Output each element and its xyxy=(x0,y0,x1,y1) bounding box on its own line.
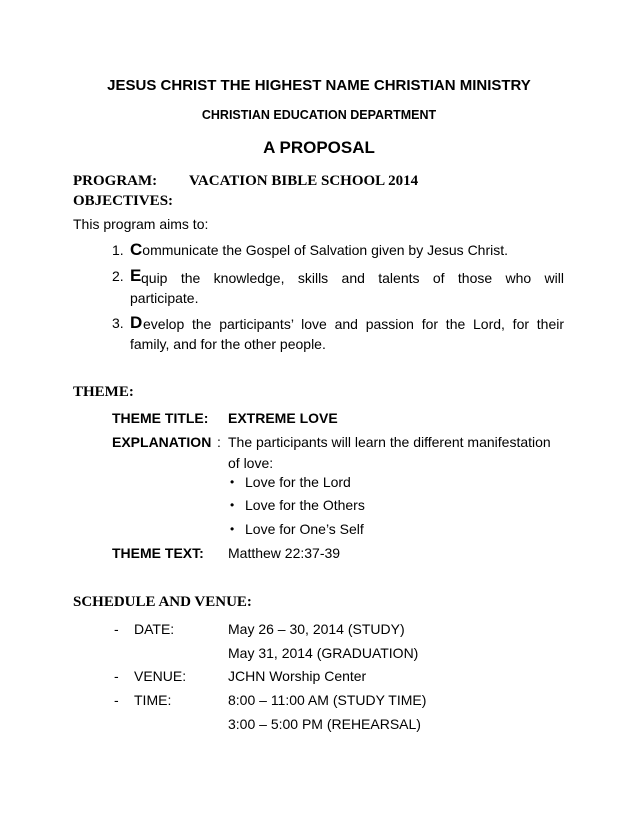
program-label: PROGRAM: xyxy=(73,173,158,189)
explanation-colon: : xyxy=(217,434,221,450)
dash-icon: - xyxy=(114,668,119,684)
objective-item-1 xyxy=(130,240,508,260)
objectives-intro: This program aims to: xyxy=(73,216,209,232)
bullet-icon: • xyxy=(230,522,235,536)
love-item-1: Love for the Lord xyxy=(245,474,351,490)
objective-cap-1: C xyxy=(130,240,143,259)
objective-number-1: 1. xyxy=(112,242,124,258)
date-value-2: May 31, 2014 (GRADUATION) xyxy=(228,645,419,661)
theme-text-label: THEME TEXT: xyxy=(112,545,204,561)
bullet-icon: • xyxy=(230,498,235,512)
theme-text-value: Matthew 22:37-39 xyxy=(228,545,341,561)
time-value-2: 3:00 – 5:00 PM (REHEARSAL) xyxy=(228,716,421,732)
objective-cap-3: D xyxy=(130,313,143,332)
venue-label: VENUE: xyxy=(134,668,187,684)
objective-text-3b: family, and for the other people. xyxy=(130,336,326,352)
bullet-icon: • xyxy=(230,475,235,489)
objective-item-3 xyxy=(130,313,142,333)
ministry-name: JESUS CHRIST THE HIGHEST NAME CHRISTIAN MINISTRY xyxy=(107,77,531,94)
theme-title-value: EXTREME LOVE xyxy=(228,410,338,426)
objective-cap-2: E xyxy=(130,266,142,285)
theme-title-label: THEME TITLE: xyxy=(112,410,209,426)
objective-text-1: ommunicate the Gospel of Salvation given by Jesus Christ. xyxy=(142,242,509,258)
document-title: A PROPOSAL xyxy=(263,138,375,157)
love-item-3: Love for One’s Self xyxy=(245,521,364,537)
dash-icon: - xyxy=(114,692,119,708)
schedule-heading: SCHEDULE AND VENUE: xyxy=(73,594,252,610)
objective-text-3a: evelop the participants’ love and passion for the Lord, for their xyxy=(143,316,564,332)
dash-icon: - xyxy=(114,621,119,637)
objective-number-3: 3. xyxy=(112,315,124,331)
program-value: VACATION BIBLE SCHOOL 2014 xyxy=(189,173,419,189)
theme-heading: THEME: xyxy=(73,384,134,400)
objective-number-2: 2. xyxy=(112,268,124,284)
department-name: CHRISTIAN EDUCATION DEPARTMENT xyxy=(201,108,437,122)
date-label: DATE: xyxy=(134,621,175,637)
objectives-heading: OBJECTIVES: xyxy=(73,193,174,209)
objective-text-2b: participate. xyxy=(130,290,199,306)
time-label: TIME: xyxy=(134,692,172,708)
time-value-1: 8:00 – 11:00 AM (STUDY TIME) xyxy=(228,692,427,708)
venue-value: JCHN Worship Center xyxy=(228,668,367,684)
date-value-1: May 26 – 30, 2014 (STUDY) xyxy=(228,621,405,637)
explanation-text-2: of love: xyxy=(228,455,274,471)
explanation-label: EXPLANATION xyxy=(112,434,212,450)
explanation-text-1: The participants will learn the different manifestation xyxy=(228,434,551,450)
objective-text-2a: quip the knowledge, skills and talents of those who will xyxy=(141,270,564,286)
love-item-2: Love for the Others xyxy=(245,497,365,513)
